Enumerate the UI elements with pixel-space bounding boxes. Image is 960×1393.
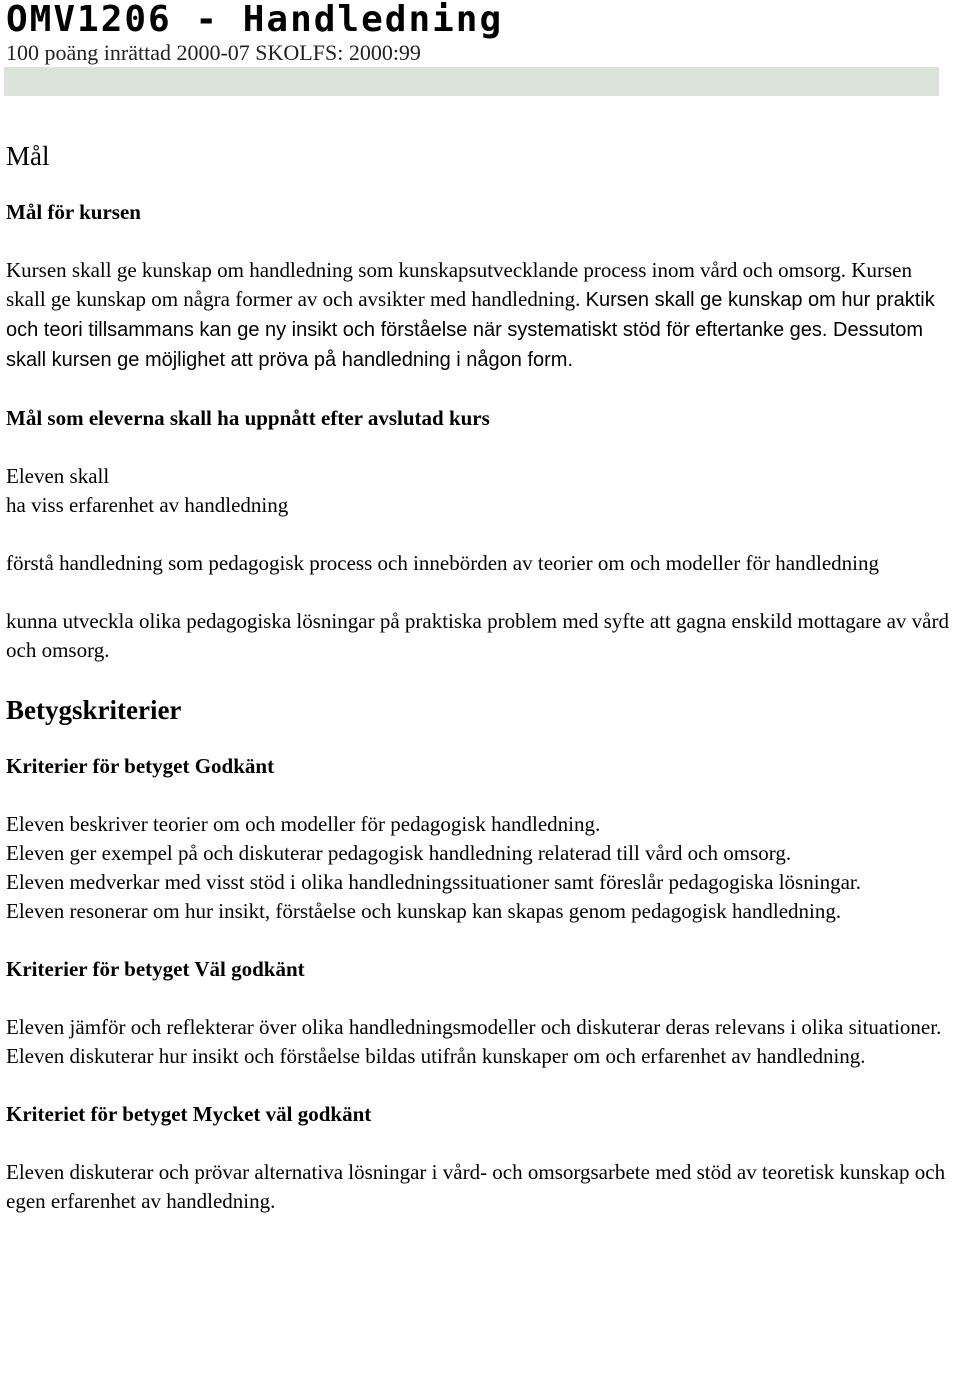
subheading-mal-for-kursen: Mål för kursen [6,200,141,224]
document-subtitle: 100 poäng inrättad 2000-07 SKOLFS: 2000:99 [6,40,421,65]
val-godkant-line-1: Eleven jämför och reflekterar över olika handledningsmodeller och diskuterar deras relevans i olika situationer. [6,1015,942,1039]
mycket-val-line-1: Eleven diskuterar och prövar alternativa lösningar i vård- och omsorgsarbete med stöd av teoretisk kunskap och egen erfarenhet av handledning. [6,1160,946,1213]
goal-item-1: ha viss erfarenhet av handledning [6,493,289,517]
goal-item-3: kunna utveckla olika pedagogiska lösningar på praktiska problem med syfte att gagna enskild mottagare av vård och omsorg. [6,609,949,662]
section-heading-mal: Mål [6,141,50,171]
document-page [6,0,954,1216]
subheading-godkant: Kriterier för betyget Godkänt [6,754,275,778]
godkant-line-2: Eleven ger exempel på och diskuterar pedagogisk handledning relaterad till vård och omsorg. [6,841,792,865]
subheading-val-godkant: Kriterier för betyget Väl godkänt [6,957,305,981]
section-heading-betygskriterier: Betygskriterier [6,695,182,725]
course-goal-text-serif: Kursen skall ge kunskap om handledning som kunskapsutvecklande process inom vård och omsorg. Kursen skall ge kunskap om några former av och avsikter med handledning. [6,258,912,311]
course-goal-text [6,256,954,375]
godkant-line-4: Eleven resonerar om hur insikt, förståelse och kunskap kan skapas genom pedagogisk handledning. [6,899,842,923]
subheading-mal-uppnatt: Mål som eleverna skall ha uppnått efter avslutad kurs [6,406,490,430]
subheading-mycket-val-godkant: Kriteriet för betyget Mycket väl godkänt [6,1102,372,1126]
godkant-line-1: Eleven beskriver teorier om och modeller för pedagogisk handledning. [6,812,601,836]
goals-intro: Eleven skall [6,464,110,488]
document-title: OMV1206 - Handledning [6,0,504,40]
godkant-line-3: Eleven medverkar med visst stöd i olika handledningssituationer samt föreslår pedagogiska lösningar. [6,870,861,894]
course-goal-text-sans: Kursen skall ge kunskap om hur praktik och teori tillsammans kan ge ny insikt och förståelse när systematiskt stöd för eftertanke ges. Dessutom skall kursen ge möjlighet att pröva på handledning i någon form. [6,289,935,371]
val-godkant-line-2: Eleven diskuterar hur insikt och förståelse bildas utifrån kunskaper om och erfarenhet av handledning. [6,1044,866,1068]
goal-item-2: förstå handledning som pedagogisk process och innebörden av teorier om och modeller för handledning [6,551,880,575]
